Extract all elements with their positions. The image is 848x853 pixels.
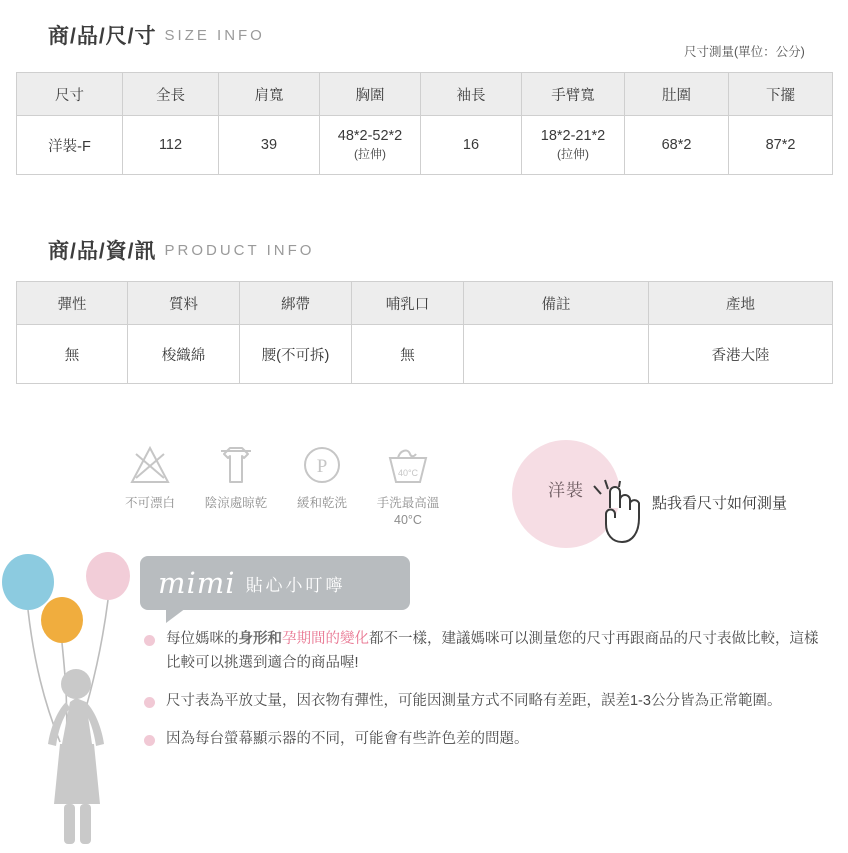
size-cell-main: 18*2-21*2 (540, 128, 606, 144)
brand-name: mimi (158, 566, 236, 600)
size-cell (17, 116, 123, 175)
bullet-dot-icon (144, 635, 155, 646)
size-cell (421, 116, 522, 175)
balloons-illustration (0, 552, 160, 848)
size-cell-main: 39 (260, 137, 278, 153)
product-cell (17, 325, 128, 384)
note-text-part: 尺寸表為平放丈量，因衣物有彈性，可能因測量方式不同略有差距，誤差1-3公分皆為正常範圍。 (166, 692, 782, 709)
note-text-part: 每位媽咪的 (166, 631, 239, 647)
pointing-hand-icon (588, 478, 652, 550)
product-cell (649, 325, 833, 384)
size-col-header: 尺寸 (17, 73, 123, 116)
product-col-header: 彈性 (17, 282, 128, 325)
size-cell-main: 洋裝-F (48, 138, 91, 155)
size-col-header: 肩寬 (219, 73, 320, 116)
tips-speech-bubble (140, 556, 410, 610)
product-table-header-row (17, 282, 833, 325)
size-col-header: 全長 (123, 73, 219, 116)
care-item-no-bleach (108, 440, 192, 512)
note-text-part: 因為每台螢幕顯示器的不同，可能會有些許色差的問題。 (166, 730, 529, 747)
size-info-heading-zh: 商/品/尺/寸 (48, 25, 157, 48)
product-cell-main: 腰(不可拆) (261, 347, 330, 364)
bullet-dot-icon (144, 735, 155, 746)
care-instructions-row (108, 440, 448, 560)
product-cell-main: 無 (400, 347, 415, 364)
product-cell (240, 325, 352, 384)
gentle-dryclean-icon (294, 440, 350, 490)
svg-text:P: P (316, 456, 328, 477)
size-col-header: 袖長 (421, 73, 522, 116)
care-label: 陰涼處晾乾 (204, 496, 268, 510)
product-info-heading (48, 235, 314, 265)
product-cell-main: 無 (64, 347, 80, 364)
svg-text:40°C: 40°C (397, 468, 419, 478)
dry-in-shade-icon (208, 440, 264, 490)
product-col-header: 哺乳口 (352, 282, 464, 325)
product-info-heading-zh: 商/品/資/訊 (48, 240, 157, 263)
product-col-header: 綁帶 (240, 282, 352, 325)
note-text-part: 身形和 (238, 631, 282, 647)
care-item-hand-wash (366, 440, 450, 528)
care-item-dry-in-shade (194, 440, 278, 512)
product-cell (352, 325, 464, 384)
care-label: 不可漂白 (124, 496, 175, 510)
size-cell-main: 87*2 (765, 137, 796, 153)
size-unit-note: 尺寸測量(單位：公分) (684, 45, 805, 59)
measure-badge-label: 洋裝 (548, 480, 584, 500)
note-text-part: 都不一樣，建議媽咪可以測量您的尺寸再跟商品的尺寸表做比較，這樣比較可以挑選到適合的商品喔! (166, 631, 819, 671)
size-cell-sub: (拉伸) (354, 147, 386, 161)
product-info-table (16, 281, 833, 384)
size-table-header-row (17, 73, 833, 116)
size-table (16, 72, 833, 175)
size-cell (522, 116, 625, 175)
size-cell (219, 116, 320, 175)
no-bleach-icon (122, 440, 178, 490)
size-info-heading-en: SIZE INFO (164, 26, 265, 44)
size-cell (729, 116, 833, 175)
care-label: 手洗最高溫 (376, 496, 440, 510)
note-text-part: 孕期間的變化 (282, 631, 369, 647)
care-label-temp: 40°C (394, 512, 422, 527)
size-col-header: 胸圍 (320, 73, 421, 116)
table-row (17, 116, 833, 175)
size-col-header: 手臂寬 (522, 73, 625, 116)
size-cell (123, 116, 219, 175)
product-cell (128, 325, 240, 384)
product-cell-main: 香港大陸 (711, 347, 770, 364)
hand-wash-40-icon (380, 440, 436, 490)
list-item (142, 728, 832, 752)
product-col-header: 備註 (464, 282, 649, 325)
size-col-header: 下擺 (729, 73, 833, 116)
list-item (142, 628, 832, 676)
measure-hint-text[interactable]: 點我看尺寸如何測量 (652, 495, 788, 512)
size-cell-sub: (拉伸) (557, 147, 589, 161)
list-item (142, 690, 832, 714)
table-row (17, 325, 833, 384)
care-item-gentle-dryclean (280, 440, 364, 512)
bullet-dot-icon (144, 697, 155, 708)
size-cell (625, 116, 729, 175)
product-col-header: 產地 (649, 282, 833, 325)
size-col-header: 肚圍 (625, 73, 729, 116)
tips-title: 貼心小叮嚀 (245, 575, 346, 595)
product-cell-main: 梭織綿 (161, 347, 206, 364)
size-cell-main: 48*2-52*2 (337, 128, 403, 144)
size-cell-main: 16 (462, 137, 480, 153)
size-cell-main: 68*2 (661, 137, 692, 153)
size-cell-main: 112 (158, 137, 183, 153)
product-cell (464, 325, 649, 384)
notes-list (142, 628, 832, 766)
size-cell (320, 116, 421, 175)
size-info-heading (48, 20, 265, 50)
product-col-header: 質料 (128, 282, 240, 325)
care-label: 緩和乾洗 (296, 496, 347, 510)
product-info-heading-en: PRODUCT INFO (164, 241, 315, 259)
